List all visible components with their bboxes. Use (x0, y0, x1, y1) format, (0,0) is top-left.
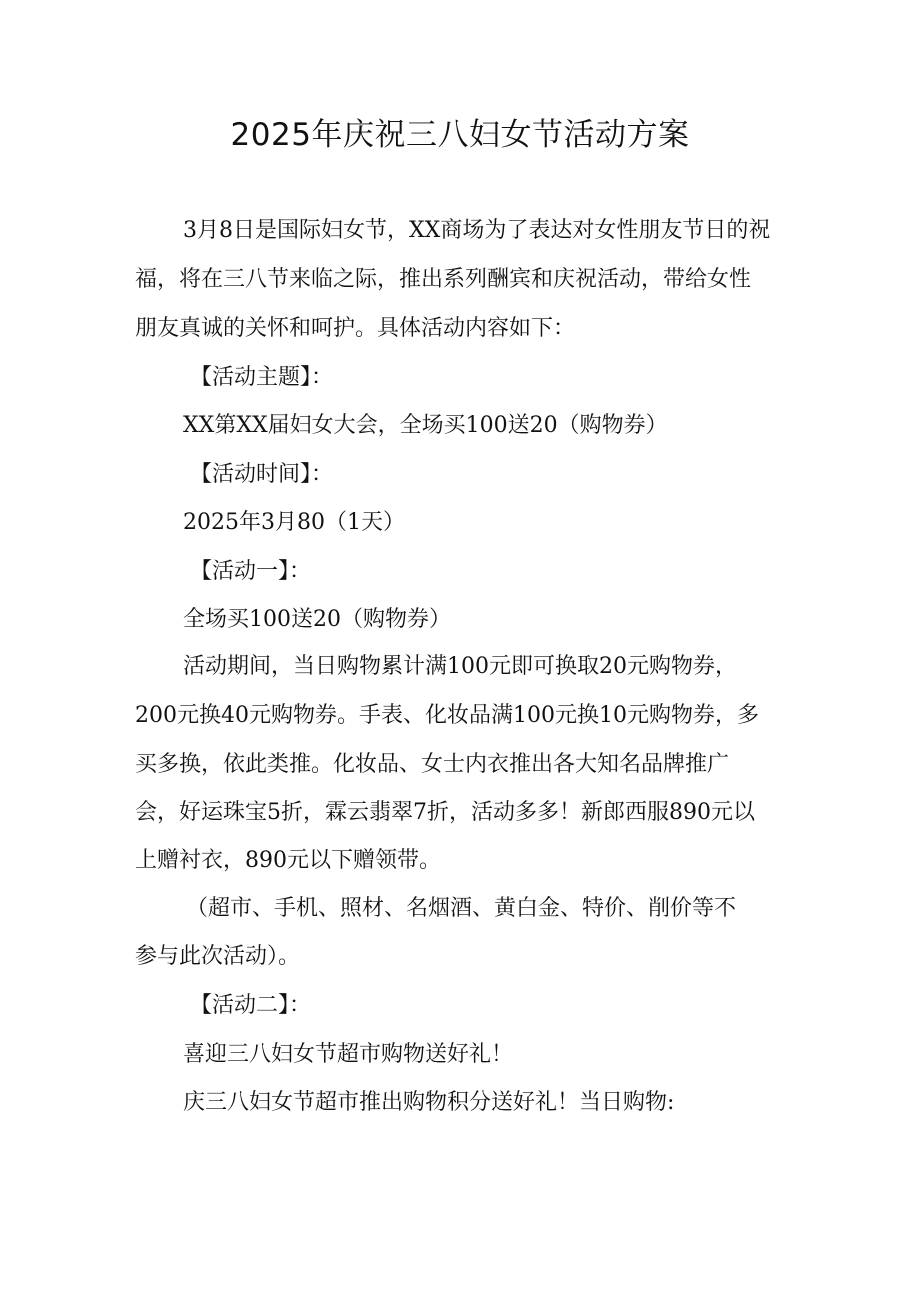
section-heading-theme: 【活动主题】： (190, 365, 334, 390)
paragraph-line: 全场买100送20（购物券） (183, 607, 451, 632)
paragraph-line: 参与此次活动）。 (135, 944, 301, 969)
section-heading-activity-one: 【活动一】： (190, 559, 312, 584)
paragraph-line: XX第XX届妇女大会，全场买100送20（购物券） (183, 413, 668, 438)
paragraph-line: 2025年3月80（1天） (183, 510, 405, 535)
paragraph-line: 活动期间，当日购物累计满100元即可换取20元购物券， (183, 654, 737, 679)
paragraph-line: 200元换40元购物券。手表、化妆品满100元换10元购物券，多 (135, 703, 759, 728)
paragraph-line: 买多换，依此类推。化妆品、女士内衣推出各大知名品牌推广 (135, 752, 730, 777)
paragraph-line: （超市、手机、照材、名烟酒、黄白金、特价、削价等不 (186, 896, 737, 921)
section-heading-activity-two: 【活动二】： (190, 993, 312, 1018)
section-heading-time: 【活动时间】： (190, 462, 334, 487)
paragraph-line: 3月8日是国际妇女节，XX商场为了表达对女性朋友节日的祝 (183, 218, 771, 243)
paragraph-line: 朋友真诚的关怀和呵护。具体活动内容如下： (135, 316, 576, 341)
paragraph-line: 喜迎三八妇女节超市购物送好礼！ (183, 1042, 514, 1067)
paragraph-line: 会，好运珠宝5折，霖云翡翠7折，活动多多！新郎西服890元以 (135, 800, 755, 825)
paragraph-line: 福，将在三八节来临之际，推出系列酬宾和庆祝活动，带给女性 (135, 267, 752, 292)
paragraph-line: 庆三八妇女节超市推出购物积分送好礼！当日购物: (183, 1090, 675, 1115)
paragraph-line: 上赠衬衣，890元以下赠领带。 (135, 848, 441, 873)
document-title: 2025年庆祝三八妇女节活动方案 (230, 117, 690, 153)
